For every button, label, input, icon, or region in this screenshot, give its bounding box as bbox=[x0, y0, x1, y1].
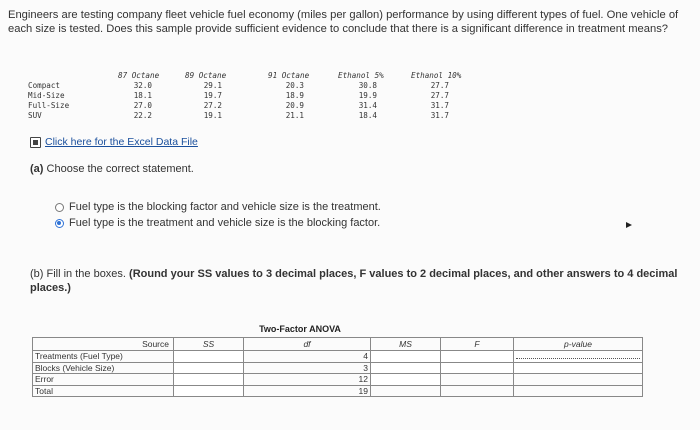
source-error: Error bbox=[33, 374, 174, 386]
fuel-value: 20.9 bbox=[285, 101, 304, 110]
fuel-value: 19.1 bbox=[203, 111, 222, 120]
row-label: SUV bbox=[28, 111, 42, 120]
option-treatment-fuel[interactable] bbox=[55, 215, 381, 231]
header-ms: MS bbox=[371, 338, 441, 351]
empty-cell bbox=[441, 385, 514, 397]
df-value: 19 bbox=[244, 385, 371, 397]
part-a-label: (a) bbox=[30, 163, 44, 175]
header-source: Source bbox=[33, 338, 174, 351]
df-value: 12 bbox=[244, 374, 371, 386]
ss-input[interactable] bbox=[174, 385, 244, 397]
source-treatments: Treatments (Fuel Type) bbox=[33, 351, 174, 363]
fuel-value: 19.7 bbox=[203, 91, 222, 100]
f-input[interactable] bbox=[441, 351, 514, 363]
df-value: 4 bbox=[244, 351, 371, 363]
fuel-value: 19.9 bbox=[358, 91, 377, 100]
fuel-value: 27.7 bbox=[430, 91, 449, 100]
fuel-value: 20.3 bbox=[285, 81, 304, 90]
pvalue-input[interactable] bbox=[514, 351, 643, 363]
header-ss: SS bbox=[174, 338, 244, 351]
fuel-value: 31.7 bbox=[430, 111, 449, 120]
pvalue-input[interactable] bbox=[514, 362, 643, 374]
anova-title: Two-Factor ANOVA bbox=[259, 324, 341, 334]
mouse-cursor-icon bbox=[626, 222, 632, 228]
col-header: 91 Octane bbox=[268, 71, 310, 80]
ss-input[interactable] bbox=[174, 374, 244, 386]
header-pvalue: p-value bbox=[514, 338, 643, 351]
answer-options bbox=[55, 199, 381, 231]
f-input[interactable] bbox=[441, 362, 514, 374]
header-f: F bbox=[441, 338, 514, 351]
option-blocking-fuel[interactable] bbox=[55, 199, 381, 215]
col-header: 87 Octane bbox=[118, 71, 160, 80]
row-label: Full-Size bbox=[28, 101, 70, 110]
part-b-instructions: (Round your SS values to 3 decimal places, F values to 2 decimal places, and other answers to 4 decimal places.) bbox=[30, 268, 678, 294]
fuel-value: 27.2 bbox=[203, 101, 222, 110]
fuel-value: 27.7 bbox=[430, 81, 449, 90]
col-header: 89 Octane bbox=[185, 71, 227, 80]
part-a-text: Choose the correct statement. bbox=[46, 163, 194, 175]
question-text: Engineers are testing company fleet vehicle fuel economy (miles per gallon) performance by using different types of fuel. One vehicle of each size is tested. Does this sample provide sufficient evidence to conclude that there is a significant difference in treatment means? bbox=[8, 9, 682, 35]
col-header: Ethanol 10% bbox=[411, 71, 462, 80]
excel-data-link[interactable]: Click here for the Excel Data File bbox=[45, 136, 198, 148]
option-text: Fuel type is the treatment and vehicle size is the blocking factor. bbox=[69, 217, 381, 229]
radio-button-selected[interactable] bbox=[55, 219, 64, 228]
ms-input[interactable] bbox=[371, 374, 441, 386]
excel-data-link-row bbox=[30, 136, 198, 148]
option-text: Fuel type is the blocking factor and vehicle size is the treatment. bbox=[69, 201, 381, 213]
part-b-prompt bbox=[30, 267, 690, 295]
ss-input[interactable] bbox=[174, 351, 244, 363]
header-df: df bbox=[244, 338, 371, 351]
part-a-prompt bbox=[30, 163, 194, 175]
empty-cell bbox=[441, 374, 514, 386]
fuel-value: 27.0 bbox=[133, 101, 152, 110]
fuel-value: 30.8 bbox=[358, 81, 377, 90]
empty-cell bbox=[371, 385, 441, 397]
fuel-value: 31.4 bbox=[358, 101, 377, 110]
fuel-value: 22.2 bbox=[133, 111, 152, 120]
excel-file-icon bbox=[30, 137, 41, 148]
fuel-value: 18.4 bbox=[358, 111, 377, 120]
row-label: Mid-Size bbox=[28, 91, 65, 100]
fuel-value: 31.7 bbox=[430, 101, 449, 110]
anova-table bbox=[32, 337, 643, 397]
ms-input[interactable] bbox=[371, 351, 441, 363]
fuel-value: 18.1 bbox=[133, 91, 152, 100]
radio-button[interactable] bbox=[55, 203, 64, 212]
col-header: Ethanol 5% bbox=[338, 71, 384, 80]
part-b-label: (b) Fill in the boxes. bbox=[30, 268, 126, 280]
df-value: 3 bbox=[244, 362, 371, 374]
source-total: Total bbox=[33, 385, 174, 397]
source-blocks: Blocks (Vehicle Size) bbox=[33, 362, 174, 374]
fuel-value: 21.1 bbox=[285, 111, 304, 120]
empty-cell bbox=[514, 374, 643, 386]
ms-input[interactable] bbox=[371, 362, 441, 374]
fuel-value: 18.9 bbox=[285, 91, 304, 100]
empty-cell bbox=[514, 385, 643, 397]
fuel-value: 29.1 bbox=[203, 81, 222, 90]
ss-input[interactable] bbox=[174, 362, 244, 374]
fuel-value: 32.0 bbox=[133, 81, 152, 90]
row-label: Compact bbox=[28, 81, 61, 90]
